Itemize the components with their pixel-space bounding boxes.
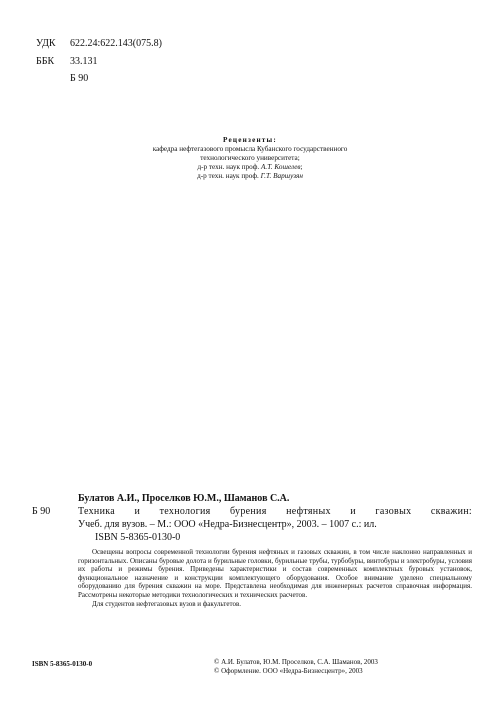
reviewer-2 bbox=[60, 172, 440, 181]
reviewer-1 bbox=[60, 163, 440, 172]
abstract bbox=[78, 548, 472, 608]
bbk-row bbox=[36, 56, 98, 68]
author-mark: Б 90 bbox=[70, 73, 89, 84]
udk-row bbox=[36, 38, 162, 50]
udk-value: 622.24:622.143(075.8) bbox=[70, 38, 162, 49]
abstract-paragraph-1: Освещены вопросы современной технологии бурения нефтяных и газовых скважин, в том числе наклонно направленных и горизонтальных. Описаны буровые долота и бурильные головки, бурильные трубы, турбобуры, винтобуры и электробуры, условия их работы и режимы бурения. Приведены характеристики и состав современных комплектных буровых установок, функциональное назначение и конструкции комплектующего оборудования. Особое внимание уделено специальному оборудованию для бурения скважин на море. Представлена необходимая для инженерных расчетов справочная информация. Рассмотрены некоторые методики технологических и технических расчетов. bbox=[78, 548, 472, 599]
reviewer-1-suffix: ; bbox=[300, 163, 303, 171]
catalog-title: Техника и технология бурения нефтяных и газовых скважин: bbox=[78, 506, 472, 517]
reviewer-1-name: А.Т. Кошелев bbox=[261, 163, 301, 171]
reviewer-2-degree: д-р техн. наук проф. bbox=[197, 172, 261, 180]
reviewers-block bbox=[60, 136, 440, 181]
catalog-isbn: ISBN 5-8365-0130-0 bbox=[95, 532, 181, 543]
bbk-value: 33.131 bbox=[70, 56, 98, 67]
reviewer-2-name: Г.Т. Варшузян bbox=[260, 172, 303, 180]
catalog-authors bbox=[78, 493, 472, 505]
copyright-design: © Оформление. ООО «Недра-Бизнесцентр», 2003 bbox=[214, 667, 363, 675]
reviewer-1-degree: д-р техн. наук проф. bbox=[197, 163, 262, 171]
catalog-authors-text: Булатов А.И., Проселков Ю.М., Шаманов С.А. bbox=[78, 493, 290, 504]
bbk-label: ББК bbox=[36, 56, 55, 67]
copyright-authors: © А.И. Булатов, Ю.М. Проселков, С.А. Шаманов, 2003 bbox=[214, 658, 378, 666]
footer-isbn: ISBN 5-8365-0130-0 bbox=[32, 660, 93, 668]
udk-label: УДК bbox=[36, 38, 56, 49]
catalog-code: Б 90 bbox=[32, 506, 51, 517]
author-mark-row bbox=[36, 73, 88, 85]
reviewers-line-1: кафедра нефтегазового промысла Кубанского государственного bbox=[152, 145, 348, 153]
catalog-publication: Учеб. для вузов. – М.: ООО «Недра-Бизнесцентр», 2003. – 1007 с.: ил. bbox=[78, 519, 377, 530]
reviewers-line-2: технологического университета; bbox=[200, 154, 300, 162]
abstract-paragraph-2: Для студентов нефтегазовых вузов и факультетов. bbox=[92, 599, 241, 608]
reviewers-title: Рецензенты: bbox=[223, 136, 277, 144]
